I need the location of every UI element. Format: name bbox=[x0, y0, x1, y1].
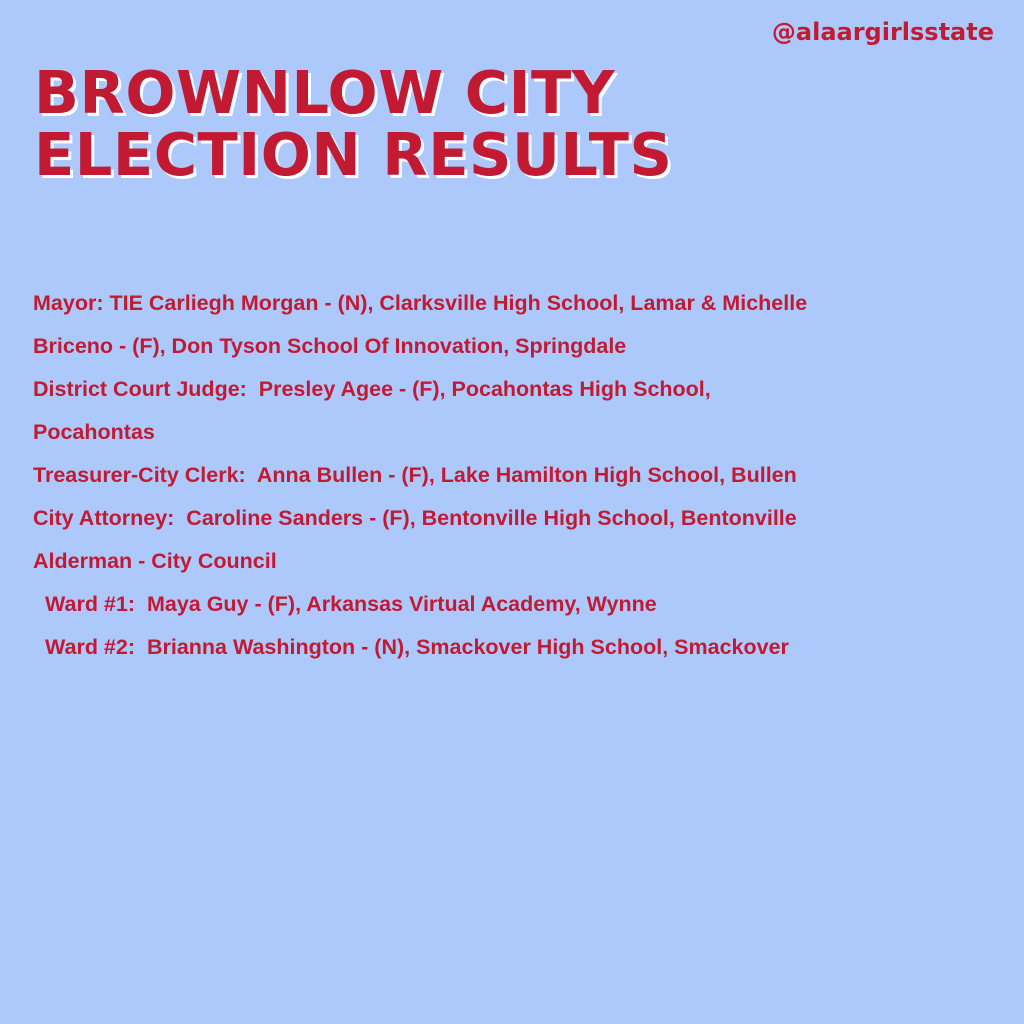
title-line-2: ELECTION RESULTS bbox=[34, 120, 673, 189]
mayor-result-line-1: Mayor: TIE Carliegh Morgan - (N), Clarksville High School, Lamar & Michelle bbox=[33, 291, 808, 315]
alderman-heading: Alderman - City Council bbox=[33, 549, 277, 573]
judge-result-line-1: District Court Judge: Presley Agee - (F), Pocahontas High School, bbox=[33, 377, 711, 401]
mayor-result-line-2: Briceno - (F), Don Tyson School Of Innovation, Springdale bbox=[33, 334, 627, 358]
page-title bbox=[34, 58, 673, 189]
ward-1-result: Ward #1: Maya Guy - (F), Arkansas Virtual Academy, Wynne bbox=[45, 592, 657, 616]
social-handle: @alaargirlsstate bbox=[771, 18, 994, 46]
judge-result-line-2: Pocahontas bbox=[33, 420, 155, 444]
attorney-result: City Attorney: Caroline Sanders - (F), Bentonville High School, Bentonville bbox=[33, 506, 797, 530]
election-results-list bbox=[33, 282, 993, 669]
treasurer-result: Treasurer-City Clerk: Anna Bullen - (F), Lake Hamilton High School, Bullen bbox=[33, 463, 797, 487]
title-line-1: BROWNLOW CITY bbox=[34, 58, 616, 127]
ward-2-result: Ward #2: Brianna Washington - (N), Smackover High School, Smackover bbox=[45, 635, 789, 659]
